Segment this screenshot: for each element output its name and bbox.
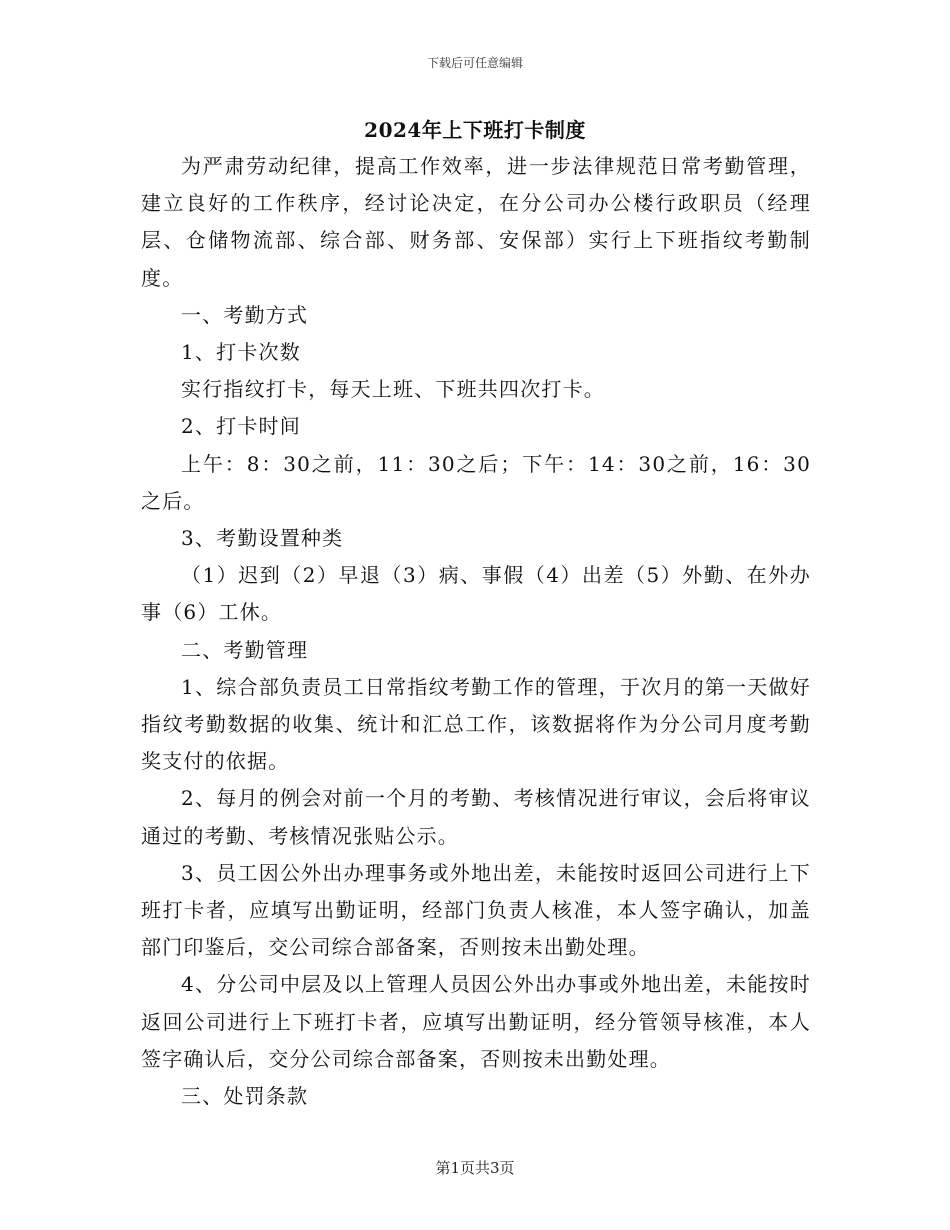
paragraph-management-4: 4、分公司中层及以上管理人员因公外出办事或外地出差，未能按时返回公司进行上下班打卡者，应填写出勤证明，经分管领导核准，本人签字确认后，交分公司综合部备案，否则按未出勤处理。 [141, 972, 811, 1071]
paragraph-intro: 为严肃劳动纪律，提高工作效率，进一步法律规范日常考勤管理，建立良好的工作秩序，经讨论决定，在分公司办公楼行政职员（经理层、仓储物流部、综合部、财务部、安保部）实行上下班指纹考勤制度。 [141, 154, 811, 290]
document-title: 2024年上下班打卡制度 [364, 118, 586, 142]
paragraph-attendance-types: （1）迟到（2）早退（3）病、事假（4）出差（5）外勤、在外办事（6）工休。 [141, 563, 811, 625]
section-heading-penalties: 三、处罚条款 [181, 1084, 309, 1109]
header-note: 下载后可任意编辑 [426, 56, 523, 70]
paragraph-management-2: 2、每月的例会对前一个月的考勤、考核情况进行审议，会后将审议通过的考勤、考核情况张贴公示。 [141, 786, 811, 848]
subheading-punch-count: 1、打卡次数 [181, 340, 301, 365]
paragraph-punch-time: 上午：8：30之前，11：30之后；下午：14：30之前，16：30之后。 [141, 451, 811, 513]
document-body [141, 148, 811, 1115]
section-heading-attendance-method: 一、考勤方式 [181, 302, 309, 327]
subheading-attendance-types: 3、考勤设置种类 [181, 526, 344, 551]
paragraph-punch-count: 实行指纹打卡，每天上班、下班共四次打卡。 [181, 377, 605, 402]
subheading-punch-time: 2、打卡时间 [181, 414, 301, 439]
paragraph-management-3: 3、员工因公外出办理事务或外地出差，未能按时返回公司进行上下班打卡者，应填写出勤证明，经部门负责人核准，本人签字确认，加盖部门印鉴后，交公司综合部备案，否则按未出勤处理。 [141, 860, 811, 960]
page-number: 第1页共3页 [435, 1159, 515, 1177]
paragraph-management-1: 1、综合部负责员工日常指纹考勤工作的管理，于次月的第一天做好指纹考勤数据的收集、统计和汇总工作，该数据将作为分公司月度考勤奖支付的依据。 [141, 674, 811, 774]
section-heading-attendance-management: 二、考勤管理 [181, 637, 309, 662]
